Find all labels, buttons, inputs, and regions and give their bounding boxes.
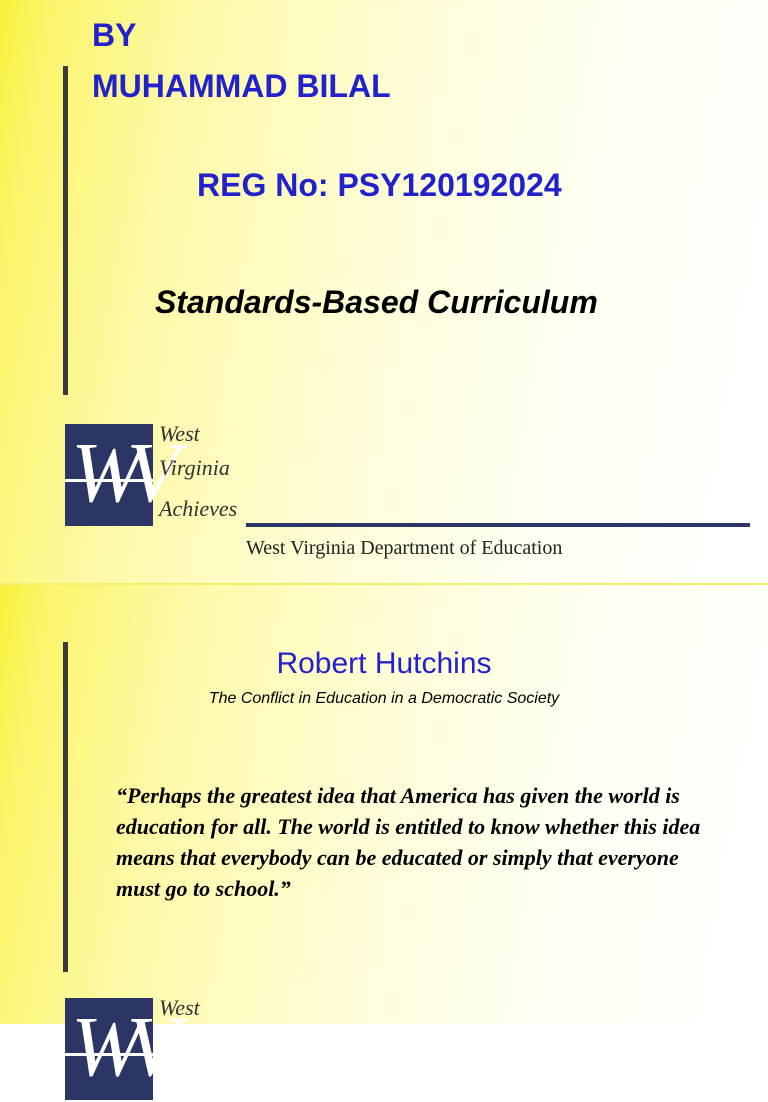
quote-text: “Perhaps the greatest idea that America has given the world is education for all. The world is entitled to know whether this idea means that everybody can be educated or simply that everyone must go to school.” [116, 783, 701, 901]
department-divider-rule [246, 523, 750, 527]
logo-word-achieves: Achieves [159, 496, 238, 521]
registration-number: REG No: PSY120192024 [197, 167, 562, 203]
wv-logo-emblem [65, 424, 164, 526]
west-virginia-achieves-logo [63, 992, 218, 1102]
quote-source: The Conflict in Education in a Democratic Society [208, 690, 560, 707]
author-name: MUHAMMAD BILAL [92, 68, 391, 104]
quote-slide [0, 585, 768, 1094]
west-virginia-achieves-logo [63, 418, 238, 528]
logo-word-west: West [159, 995, 200, 1020]
slide-accent-bar [63, 66, 68, 395]
logo-word-west: West [159, 421, 200, 446]
by-label: BY [92, 17, 137, 53]
wv-logo-emblem [65, 998, 164, 1100]
wv-monogram: WV [71, 424, 164, 520]
presentation-title: Standards-Based Curriculum [155, 284, 598, 320]
logo-word-virginia: Virginia [159, 455, 230, 480]
department-name: West Virginia Department of Education [246, 537, 563, 559]
wv-monogram: WV [71, 998, 164, 1094]
quote-author: Robert Hutchins [276, 647, 492, 680]
